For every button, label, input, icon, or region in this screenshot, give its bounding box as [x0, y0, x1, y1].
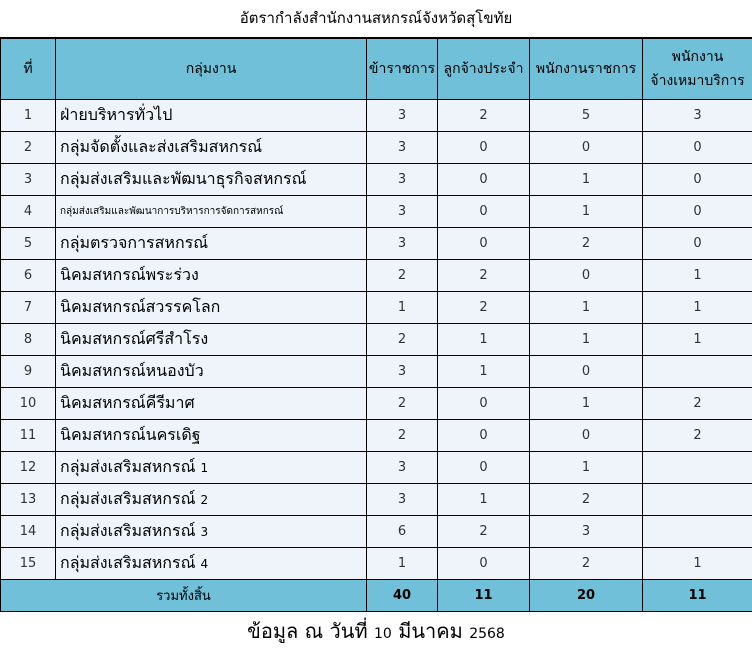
- table-row: [1, 164, 752, 196]
- total-gov: 20: [530, 580, 643, 612]
- row-no: 5: [1, 228, 56, 260]
- row-civil: 3: [367, 452, 438, 484]
- row-gov: 0: [530, 420, 643, 452]
- row-perm: 0: [438, 452, 530, 484]
- row-group-name: [56, 228, 367, 260]
- row-group-name: [56, 196, 367, 228]
- date-month: มีนาคม: [398, 619, 463, 643]
- row-contract: 1: [643, 260, 752, 292]
- row-perm: 0: [438, 164, 530, 196]
- row-group-name: [56, 420, 367, 452]
- row-group-number: 1: [201, 461, 209, 475]
- row-group-label: กลุ่มส่งเสริมสหกรณ์: [60, 521, 195, 540]
- row-group-label: กลุ่มส่งเสริมสหกรณ์: [60, 489, 195, 508]
- row-contract: 0: [643, 132, 752, 164]
- row-no: 7: [1, 292, 56, 324]
- row-civil: 1: [367, 548, 438, 580]
- row-group-name: [56, 100, 367, 132]
- row-no: 14: [1, 516, 56, 548]
- table-row: [1, 516, 752, 548]
- table-row: [1, 196, 752, 228]
- header-gov: พนักงานราชการ: [530, 39, 643, 100]
- row-group-label: นิคมสหกรณ์หนองบัว: [60, 361, 204, 380]
- table-row: [1, 100, 752, 132]
- row-contract: 0: [643, 228, 752, 260]
- table-row: [1, 228, 752, 260]
- row-no: 12: [1, 452, 56, 484]
- row-group-number: 4: [201, 557, 209, 571]
- total-contract: 11: [643, 580, 752, 612]
- row-perm: 0: [438, 548, 530, 580]
- row-group-label: กลุ่มส่งเสริมสหกรณ์: [60, 553, 195, 572]
- row-contract: 1: [643, 324, 752, 356]
- row-group-name: [56, 356, 367, 388]
- row-civil: 1: [367, 292, 438, 324]
- row-contract: 1: [643, 548, 752, 580]
- row-contract: [643, 356, 752, 388]
- row-group-label: กลุ่มส่งเสริมสหกรณ์: [60, 457, 195, 476]
- row-perm: 1: [438, 356, 530, 388]
- header-contract-line1: พนักงาน: [643, 45, 752, 69]
- row-group-label: นิคมสหกรณ์นครเดิฐ: [60, 425, 201, 444]
- row-contract: [643, 452, 752, 484]
- row-group-number: 2: [201, 493, 209, 507]
- row-group-label: นิคมสหกรณ์ศรีสำโรง: [60, 329, 208, 348]
- row-civil: 3: [367, 356, 438, 388]
- row-civil: 3: [367, 196, 438, 228]
- row-gov: 1: [530, 324, 643, 356]
- row-contract: [643, 484, 752, 516]
- staffing-table: [0, 38, 752, 612]
- header-perm: ลูกจ้างประจำ: [438, 39, 530, 100]
- row-no: 6: [1, 260, 56, 292]
- row-no: 15: [1, 548, 56, 580]
- row-group-name: [56, 324, 367, 356]
- row-gov: 1: [530, 292, 643, 324]
- header-civil: ข้าราชการ: [367, 39, 438, 100]
- table-row: [1, 420, 752, 452]
- table-row: [1, 388, 752, 420]
- table-row: [1, 452, 752, 484]
- row-no: 9: [1, 356, 56, 388]
- sheet-title: อัตรากำลังสำนักงานสหกรณ์จังหวัดสุโขทัย: [0, 0, 752, 38]
- row-group-name: [56, 292, 367, 324]
- row-perm: 0: [438, 196, 530, 228]
- total-civil: 40: [367, 580, 438, 612]
- row-perm: 2: [438, 260, 530, 292]
- row-gov: 0: [530, 260, 643, 292]
- row-no: 10: [1, 388, 56, 420]
- table-row: [1, 132, 752, 164]
- date-year: 2568: [469, 626, 505, 642]
- row-perm: 0: [438, 420, 530, 452]
- row-group-label: กลุ่มส่งเสริมและพัฒนาการบริหารการจัดการสหกรณ์: [60, 206, 283, 217]
- row-gov: 0: [530, 132, 643, 164]
- data-date-note: [0, 612, 752, 650]
- header-no: ที่: [1, 39, 56, 100]
- row-perm: 1: [438, 484, 530, 516]
- row-group-label: กลุ่มจัดตั้งและส่งเสริมสหกรณ์: [60, 137, 262, 156]
- row-civil: 3: [367, 228, 438, 260]
- row-group-name: [56, 132, 367, 164]
- row-gov: 2: [530, 484, 643, 516]
- row-group-name: [56, 164, 367, 196]
- row-contract: [643, 516, 752, 548]
- row-civil: 2: [367, 388, 438, 420]
- row-group-number: 3: [201, 525, 209, 539]
- row-perm: 1: [438, 324, 530, 356]
- header-contract: [643, 39, 752, 100]
- date-prefix: ข้อมูล ณ วันที่: [247, 619, 367, 643]
- row-gov: 1: [530, 196, 643, 228]
- row-group-name: [56, 548, 367, 580]
- row-gov: 1: [530, 388, 643, 420]
- table-row: [1, 292, 752, 324]
- row-perm: 0: [438, 228, 530, 260]
- row-no: 3: [1, 164, 56, 196]
- row-group-name: [56, 452, 367, 484]
- totals-row: [1, 580, 752, 612]
- row-no: 4: [1, 196, 56, 228]
- row-no: 13: [1, 484, 56, 516]
- table-row: [1, 324, 752, 356]
- row-perm: 0: [438, 388, 530, 420]
- row-gov: 2: [530, 228, 643, 260]
- row-group-label: กลุ่มตรวจการสหกรณ์: [60, 233, 208, 252]
- row-gov: 1: [530, 452, 643, 484]
- row-civil: 3: [367, 100, 438, 132]
- row-gov: 0: [530, 356, 643, 388]
- row-group-label: นิคมสหกรณ์คีรีมาศ: [60, 393, 195, 412]
- row-gov: 5: [530, 100, 643, 132]
- row-contract: 1: [643, 292, 752, 324]
- row-civil: 3: [367, 132, 438, 164]
- table-row: [1, 260, 752, 292]
- row-civil: 3: [367, 164, 438, 196]
- row-no: 1: [1, 100, 56, 132]
- row-group-label: ฝ่ายบริหารทั่วไป: [60, 105, 172, 124]
- header-row: [1, 39, 752, 100]
- row-civil: 2: [367, 420, 438, 452]
- row-civil: 2: [367, 260, 438, 292]
- row-perm: 2: [438, 516, 530, 548]
- header-group: กลุ่มงาน: [56, 39, 367, 100]
- row-contract: 0: [643, 196, 752, 228]
- row-group-name: [56, 260, 367, 292]
- row-perm: 2: [438, 292, 530, 324]
- row-contract: 0: [643, 164, 752, 196]
- total-perm: 11: [438, 580, 530, 612]
- row-group-name: [56, 484, 367, 516]
- header-contract-line2: จ้างเหมาบริการ: [643, 69, 752, 93]
- row-gov: 1: [530, 164, 643, 196]
- table-row: [1, 356, 752, 388]
- row-no: 8: [1, 324, 56, 356]
- row-contract: 2: [643, 388, 752, 420]
- totals-label: รวมทั้งสิ้น: [1, 580, 367, 612]
- row-contract: 2: [643, 420, 752, 452]
- row-group-label: นิคมสหกรณ์สวรรคโลก: [60, 297, 220, 316]
- row-group-name: [56, 388, 367, 420]
- row-gov: 2: [530, 548, 643, 580]
- row-civil: 3: [367, 484, 438, 516]
- row-contract: 3: [643, 100, 752, 132]
- row-gov: 3: [530, 516, 643, 548]
- table-row: [1, 548, 752, 580]
- row-perm: 0: [438, 132, 530, 164]
- row-civil: 6: [367, 516, 438, 548]
- table-row: [1, 484, 752, 516]
- row-group-label: กลุ่มส่งเสริมและพัฒนาธุรกิจสหกรณ์: [60, 169, 306, 188]
- date-day: 10: [374, 626, 392, 642]
- row-group-label: นิคมสหกรณ์พระร่วง: [60, 265, 199, 284]
- row-perm: 2: [438, 100, 530, 132]
- row-group-name: [56, 516, 367, 548]
- row-civil: 2: [367, 324, 438, 356]
- row-no: 2: [1, 132, 56, 164]
- row-no: 11: [1, 420, 56, 452]
